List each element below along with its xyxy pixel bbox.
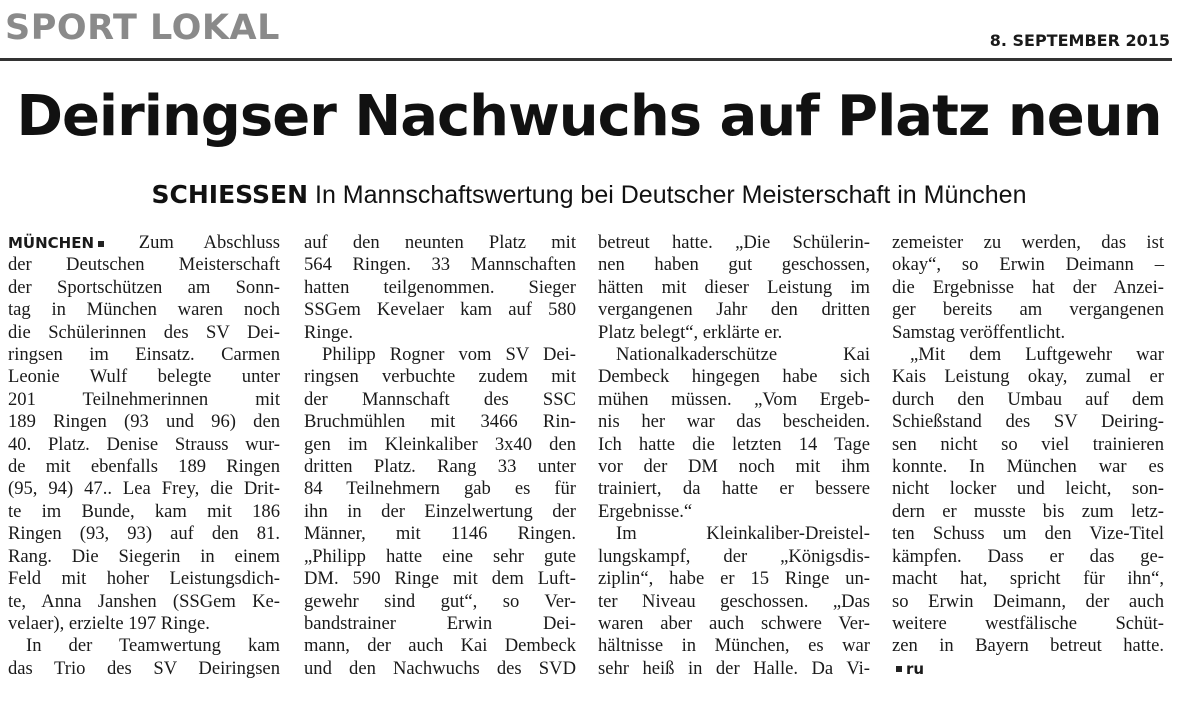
text-line: Bruchmühlen mit 3466 Rin-: [304, 411, 576, 433]
text-line: MÜNCHEN Zum Abschluss: [8, 232, 280, 253]
text-line: betreut hatte. „Die Schülerin-: [598, 232, 870, 253]
text-line: auf den neunten Platz mit: [304, 232, 576, 253]
section-title: SPORT LOKAL: [5, 8, 280, 48]
text-line: nicht locker und leicht, son-: [892, 478, 1164, 500]
text-line: gewehr sind gut“, so Ver-: [304, 590, 576, 612]
text-line: konnte. In München war es: [892, 456, 1164, 478]
text-line: 84 Teilnehmern gab es für: [304, 478, 576, 500]
text-line: vergangenen Jahr den dritten: [598, 299, 870, 321]
text-line: mühen müssen. „Vom Ergeb-: [598, 388, 870, 410]
author: ru: [906, 659, 925, 678]
text-line: die Schülerinnen des SV Dei-: [8, 321, 280, 343]
text-line: Samstag veröffentlicht.: [892, 321, 1066, 343]
text-line: hatten teilgenommen. Sieger: [304, 276, 576, 298]
text-line: ter Niveau geschossen. „Das: [598, 590, 870, 612]
article-column-3: [598, 232, 870, 680]
text-line: 201 Teilnehmerinnen mit: [8, 388, 280, 410]
text-line: macht hat, spricht für ihn“,: [892, 568, 1164, 590]
text-line: der Sportschützen am Sonn-: [8, 276, 280, 298]
text-line: Ich hatte die letzten 14 Tage: [598, 433, 870, 455]
text-line: tag in München waren noch: [8, 299, 280, 321]
text-line: sen nicht so viel trainieren: [892, 433, 1164, 455]
article-column-2: [304, 232, 576, 680]
text-line: „Mit dem Luftgewehr war: [910, 344, 1164, 366]
text-line: ringsen im Einsatz. Carmen: [8, 344, 280, 366]
text-line: der Mannschaft des SSC: [304, 388, 576, 410]
text-line: Feld mit hoher Leistungsdich-: [8, 568, 280, 590]
headline: Deiringser Nachwuchs auf Platz neun: [16, 84, 1162, 149]
text-line: das Trio des SV Deiringsen: [8, 657, 280, 679]
text-line: Im Kleinkaliber-Dreistel-: [616, 523, 870, 545]
text-line: waren aber auch schwere Ver-: [598, 612, 870, 634]
text-line: die Ergebnisse hat der Anzei-: [892, 276, 1164, 298]
text-line: ziplin“, habe er 15 Ringe un-: [598, 568, 870, 590]
text-line: gen im Kleinkaliber 3x40 den: [304, 433, 576, 455]
text-line: lungskampf, der „Königsdis-: [598, 545, 870, 567]
text-line: de mit ebenfalls 189 Ringen: [8, 456, 280, 478]
text-line: Nationalkaderschütze Kai: [616, 344, 870, 366]
text-line: kämpfen. Dass er das ge-: [892, 545, 1164, 567]
text-line: der Deutschen Meisterschaft: [8, 254, 280, 276]
text-line: trainiert, da hatte er bessere: [598, 478, 870, 500]
text-line: Philipp Rogner vom SV Dei-: [322, 344, 576, 366]
text-line: und den Nachwuchs des SVD: [304, 657, 576, 679]
text-line: Ringe.: [304, 321, 354, 343]
text-line: nis her war das bescheiden.: [598, 411, 870, 433]
text-line: (95, 94) 47.. Lea Frey, die Drit-: [8, 478, 280, 500]
text-line: okay“, so Erwin Deimann –: [892, 254, 1164, 276]
text-line: Schießstand des SV Deiring-: [892, 411, 1164, 433]
text-line: te, Anna Janshen (SSGem Ke-: [8, 590, 280, 612]
text-line: nen haben gut geschossen,: [598, 254, 870, 276]
text-line: zemeister zu werden, das ist: [892, 232, 1164, 253]
text-line: vor der DM noch mit ihm: [598, 456, 870, 478]
dateline: MÜNCHEN: [8, 234, 95, 252]
text-line: ger bereits am vergangenen: [892, 299, 1164, 321]
text-line: Männer, mit 1146 Ringen.: [304, 523, 576, 545]
header-divider: [0, 58, 1172, 61]
text-line: ihn in der Einzelwertung der: [304, 500, 576, 522]
text-line: so Erwin Deimann, der auch: [892, 590, 1164, 612]
article-column-1: [8, 232, 280, 680]
text-line: ten Schuss um den Vize-Titel: [892, 523, 1164, 545]
subheadline: [0, 180, 1178, 210]
text-line: Dembeck hingegen habe sich: [598, 366, 870, 388]
text-line: Ergebnisse.“: [598, 500, 693, 522]
text-line: 564 Ringen. 33 Mannschaften: [304, 254, 576, 276]
author-line: [892, 658, 1164, 680]
text-line: Platz belegt“, erklärte er.: [598, 321, 783, 343]
text-line: Leonie Wulf belegte unter: [8, 366, 280, 388]
text-line: hätten mit dieser Leistung im: [598, 276, 870, 298]
text-line: durch den Umbau auf dem: [892, 388, 1164, 410]
text-line: weitere westfälische Schüt-: [892, 612, 1164, 634]
text-line: 189 Ringen (93 und 96) den: [8, 411, 280, 433]
text-line: velaer), erzielte 197 Ringe.: [8, 612, 210, 634]
text-line: Kais Leistung okay, zumal er: [892, 366, 1164, 388]
text-line: Ringen (93, 93) auf den 81.: [8, 523, 280, 545]
text-line: Rang. Die Siegerin in einem: [8, 545, 280, 567]
kicker: SCHIESSEN: [151, 180, 309, 209]
text-line: hältnisse in München, es war: [598, 635, 870, 657]
text-line: dritten Platz. Rang 33 unter: [304, 456, 576, 478]
issue-date: 8. SEPTEMBER 2015: [989, 31, 1170, 50]
text-line: dern er musste bis zum letz-: [892, 500, 1164, 522]
article-column-4: [892, 232, 1164, 680]
text-line: bandstrainer Erwin Dei-: [304, 612, 576, 634]
text-line: ringsen verbuchte zudem mit: [304, 366, 576, 388]
text-line: sehr heiß in der Halle. Da Vi-: [598, 657, 870, 679]
text-line: „Philipp hatte eine sehr gute: [304, 545, 576, 567]
subheadline-text: In Mannschaftswertung bei Deutscher Meisterschaft in München: [315, 181, 1027, 209]
bullet-icon: [896, 666, 902, 672]
text-line: mann, der auch Kai Dembeck: [304, 635, 576, 657]
bullet-icon: [98, 241, 104, 247]
text-line: zen in Bayern betreut hatte.: [892, 635, 1164, 657]
text-line: SSGem Kevelaer kam auf 580: [304, 299, 576, 321]
text-line: DM. 590 Ringe mit dem Luft-: [304, 568, 576, 590]
text-line: te im Bunde, kam mit 186: [8, 500, 280, 522]
text-line: 40. Platz. Denise Strauss wur-: [8, 433, 280, 455]
text-line: In der Teamwertung kam: [26, 635, 280, 657]
